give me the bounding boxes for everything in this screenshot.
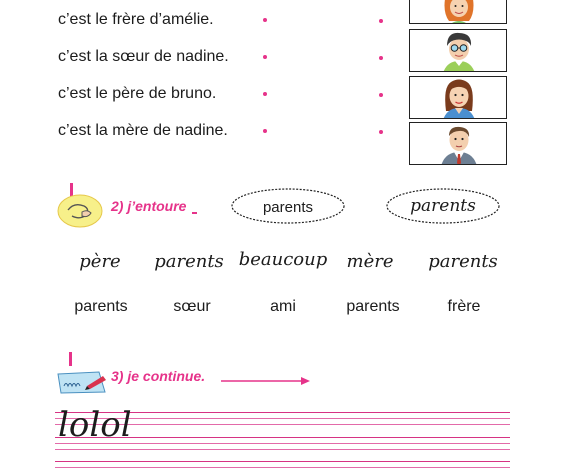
exercise2-icon (56, 182, 106, 232)
notebook-pencil-icon (55, 352, 111, 394)
handwriting-model: lolol (58, 405, 132, 445)
right-dot-4[interactable] (379, 130, 383, 134)
exercise3-title: 3) je continue. (111, 368, 206, 384)
oval-cursive-word: parents (410, 196, 476, 216)
oval-print-word: parents (262, 199, 314, 216)
print-word-4[interactable]: parents (346, 298, 400, 315)
sentence-4: c’est la mère de nadine. (58, 122, 228, 139)
sentence-3: c’est le père de bruno. (58, 85, 217, 102)
print-word-3[interactable]: ami (270, 298, 296, 315)
woman-portrait (409, 76, 507, 119)
arrow-right-icon (221, 376, 311, 386)
cursive-word-1[interactable]: père (79, 251, 121, 272)
speech-bubble-icon (56, 182, 106, 232)
right-dot-1[interactable] (379, 19, 383, 23)
left-dot-1[interactable] (263, 18, 267, 22)
print-word-1[interactable]: parents (74, 298, 128, 315)
exercise2-title-dash (192, 212, 197, 214)
sentence-1: c’est le frère d’amélie. (58, 11, 214, 28)
ruling-line-8 (55, 467, 510, 468)
right-dot-2[interactable] (379, 56, 383, 60)
print-word-2[interactable]: sœur (173, 298, 211, 315)
exercise3-icon (55, 352, 111, 394)
print-word-5[interactable]: frère (447, 298, 481, 315)
exercise2-title: 2) j’entoure (111, 198, 187, 214)
cursive-word-4[interactable]: mère (346, 251, 394, 272)
cursive-word-2[interactable]: parents (154, 251, 224, 272)
left-dot-2[interactable] (263, 55, 267, 59)
cursive-word-5[interactable]: parents (428, 251, 498, 272)
left-dot-3[interactable] (263, 92, 267, 96)
right-dot-3[interactable] (379, 93, 383, 97)
boy-with-glasses-portrait (409, 29, 507, 72)
left-dot-4[interactable] (263, 129, 267, 133)
cursive-word-3[interactable]: beaucoup (238, 249, 328, 270)
ruling-line-7 (55, 461, 510, 462)
ruling-line-6 (55, 449, 510, 450)
sentence-2: c’est la sœur de nadine. (58, 48, 229, 65)
man-portrait (409, 122, 507, 165)
girl-portrait (409, 0, 507, 24)
